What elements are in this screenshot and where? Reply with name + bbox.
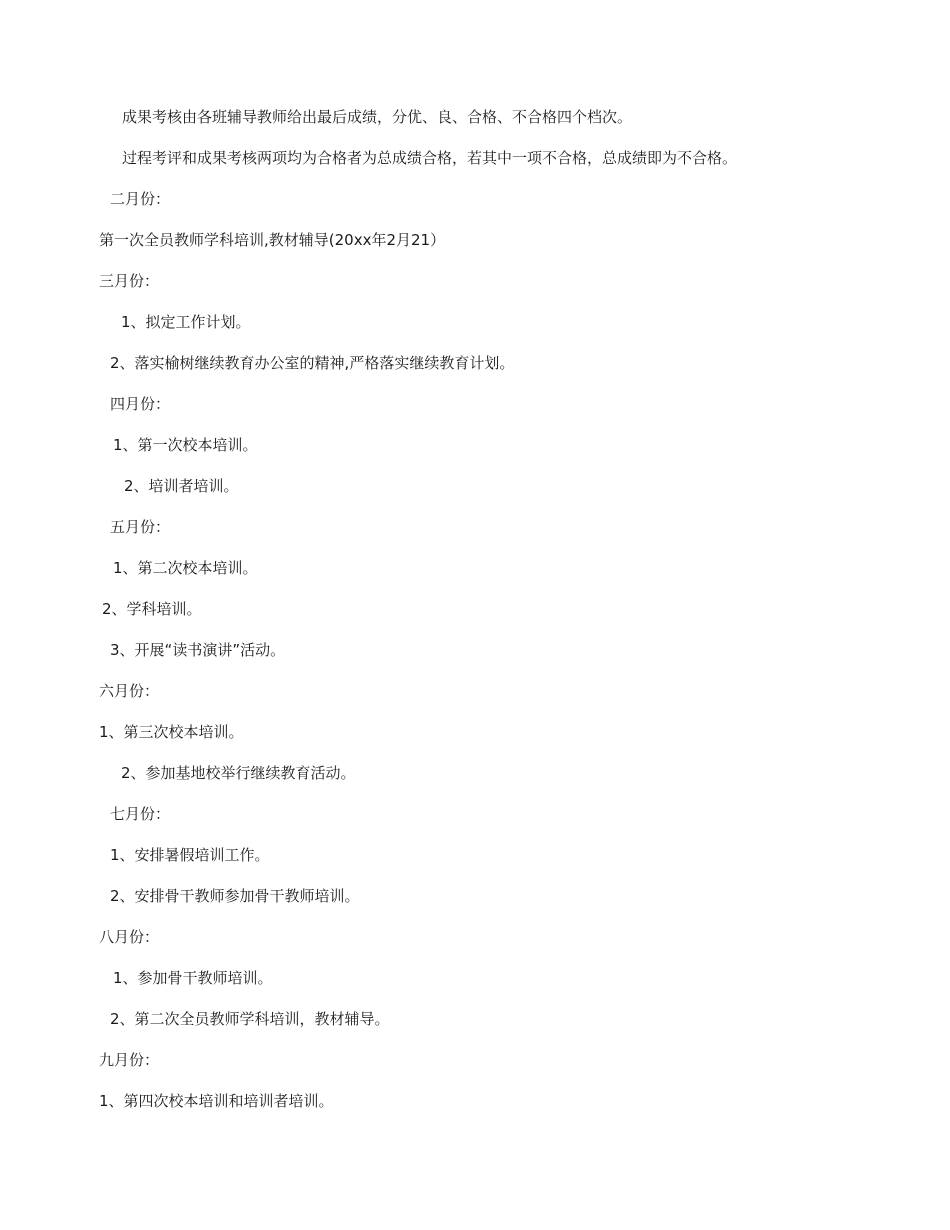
- heading-april: 四月份：: [110, 395, 171, 413]
- list-item-may-3: 3、开展“读书演讲”活动。: [110, 641, 286, 659]
- heading-september: 九月份：: [99, 1051, 160, 1069]
- heading-august: 八月份：: [99, 928, 160, 946]
- heading-february: 二月份：: [110, 190, 171, 208]
- heading-july: 七月份：: [110, 805, 171, 823]
- list-item-june-2: 2、参加基地校举行继续教育活动。: [121, 764, 356, 782]
- list-item-july-1: 1、安排暑假培训工作。: [110, 846, 270, 864]
- list-item-august-2: 2、第二次全员教师学科培训，教材辅导。: [110, 1010, 390, 1028]
- heading-may: 五月份：: [110, 518, 171, 536]
- list-item-july-2: 2、安排骨干教师参加骨干教师培训。: [110, 887, 360, 905]
- list-item-august-1: 1、参加骨干教师培训。: [113, 969, 273, 987]
- list-item-may-2: 2、学科培训。: [102, 600, 202, 618]
- list-item-february-1: 第一次全员教师学科培训,教材辅导(20xx年2月21）: [99, 231, 446, 249]
- list-item-april-1: 1、第一次校本培训。: [113, 436, 258, 454]
- heading-june: 六月份：: [99, 682, 160, 700]
- heading-march: 三月份：: [99, 272, 160, 290]
- list-item-may-1: 1、第二次校本培训。: [113, 559, 258, 577]
- list-item-march-1: 1、拟定工作计划。: [121, 313, 251, 331]
- list-item-march-2: 2、落实榆树继续教育办公室的精神,严格落实继续教育计划。: [110, 354, 515, 372]
- paragraph-assessment-total: 过程考评和成果考核两项均为合格者为总成绩合格，若其中一项不合格，总成绩即为不合格。: [122, 149, 738, 167]
- list-item-april-2: 2、培训者培训。: [124, 477, 239, 495]
- list-item-september-1: 1、第四次校本培训和培训者培训。: [99, 1092, 334, 1110]
- list-item-june-1: 1、第三次校本培训。: [99, 723, 244, 741]
- paragraph-assessment-result: 成果考核由各班辅导教师给出最后成绩，分优、良、合格、不合格四个档次。: [122, 108, 633, 126]
